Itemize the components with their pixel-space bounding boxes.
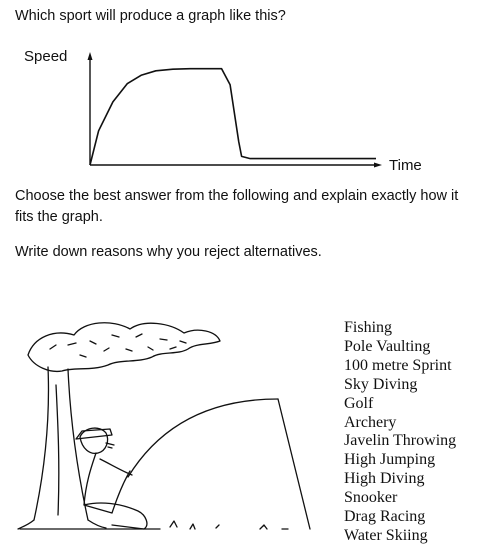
option-item: Snooker <box>344 489 398 507</box>
question-text: Which sport will produce a graph like this? <box>15 8 286 24</box>
speed-time-graph <box>20 40 422 180</box>
option-item: Drag Racing <box>344 508 426 526</box>
x-axis-label: Time <box>389 157 422 174</box>
option-item: High Jumping <box>344 451 436 469</box>
option-item: Water Skiing <box>344 526 428 544</box>
y-axis-label: Speed <box>24 48 68 65</box>
reject-prompt-text: Write down reasons why you reject alternatives. <box>15 244 322 260</box>
option-item: Golf <box>344 394 374 412</box>
option-item: High Diving <box>344 470 425 488</box>
x-axis-arrow <box>374 163 382 168</box>
option-item: Javelin Throwing <box>344 432 457 450</box>
instructions-text: Choose the best answer from the following and explain exactly how it fits the graph. <box>15 188 459 225</box>
answer-options-list <box>344 319 456 546</box>
y-axis-arrow <box>88 52 93 60</box>
fishing-illustration <box>20 315 320 555</box>
speed-curve <box>90 69 376 165</box>
option-item: 100 metre Sprint <box>344 356 452 374</box>
option-item: Sky Diving <box>344 375 418 393</box>
option-item: Pole Vaulting <box>344 337 431 355</box>
option-item: Archery <box>344 413 397 431</box>
option-item: Fishing <box>344 319 393 336</box>
